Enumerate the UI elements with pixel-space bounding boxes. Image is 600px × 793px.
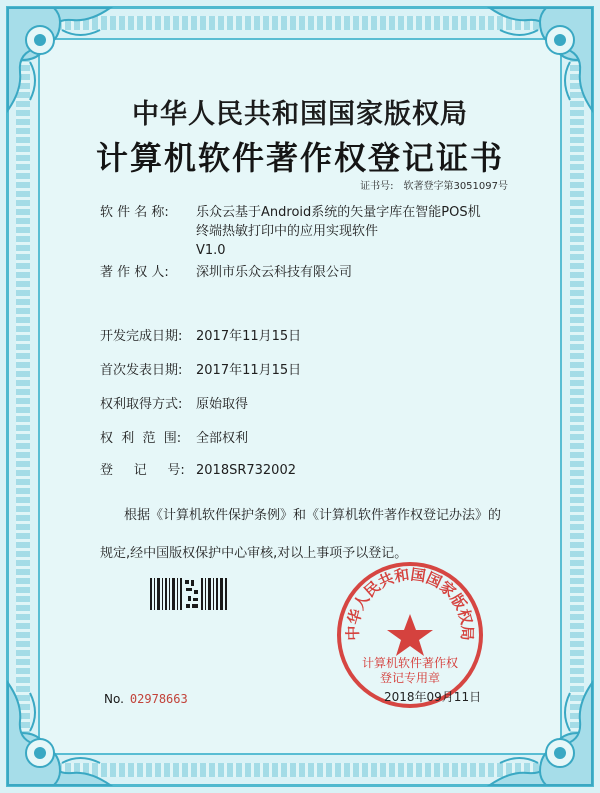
field-owner [100, 263, 520, 282]
owner-label: 著 作 权 人: [100, 265, 169, 280]
owner-value: 深圳市乐众云科技有限公司 [196, 265, 353, 280]
seal-line2: 登记专用章 [379, 671, 440, 685]
serial-number [104, 692, 188, 706]
certificate-number [360, 177, 508, 192]
software-name-line2: 终端热敏打印中的应用实现软件 [196, 224, 379, 239]
field-dev-date [100, 327, 520, 346]
seal-ring-text: 中华人民共和国国家版权局 [343, 565, 477, 641]
certificate-title: 计算机软件著作权登记证书 [95, 139, 504, 177]
pub-date-label: 首次发表日期: [100, 363, 183, 378]
reg-label: 登 记 号: [100, 463, 185, 478]
field-rights-scope [100, 429, 520, 448]
scope-label: 权 利 范 围: [100, 431, 182, 446]
software-name-line1: 乐众云基于Android系统的矢量字库在智能POS机 [196, 205, 481, 220]
software-name-value [196, 203, 520, 260]
acquire-label: 权利取得方式: [100, 397, 183, 412]
seal-line1: 计算机软件著作权 [361, 656, 458, 670]
barcode-icon [148, 574, 230, 614]
field-software-name [100, 203, 520, 260]
field-pub-date [100, 361, 520, 380]
field-acquire-method [100, 395, 520, 414]
serial-label: No. [104, 692, 124, 706]
certificate-number-label: 证书号: [360, 181, 394, 192]
legal-basis-line1: 根据《计算机软件保护条例》和《计算机软件著作权登记办法》的 [124, 508, 502, 523]
serial-value: 02978663 [129, 692, 188, 706]
dev-date-value: 2017年11月15日 [196, 329, 302, 344]
issuing-authority: 中华人民共和国国家版权局 [132, 99, 468, 130]
software-name-label: 软 件 名 称: [100, 205, 169, 220]
reg-value: 2018SR732002 [196, 463, 296, 478]
corner-ornament-icon [0, 643, 150, 793]
issue-date: 2018年09月11日 [384, 690, 482, 704]
certificate-number-value: 软著登字第3051097号 [403, 181, 508, 192]
software-version: V1.0 [196, 243, 226, 258]
legal-basis-line2: 规定,经中国版权保护中心审核,对以上事项予以登记。 [100, 546, 408, 561]
scope-value: 全部权利 [196, 431, 249, 446]
field-registration-number [100, 461, 520, 480]
acquire-value: 原始取得 [196, 397, 249, 412]
pub-date-value: 2017年11月15日 [196, 363, 302, 378]
dev-date-label: 开发完成日期: [100, 329, 183, 344]
